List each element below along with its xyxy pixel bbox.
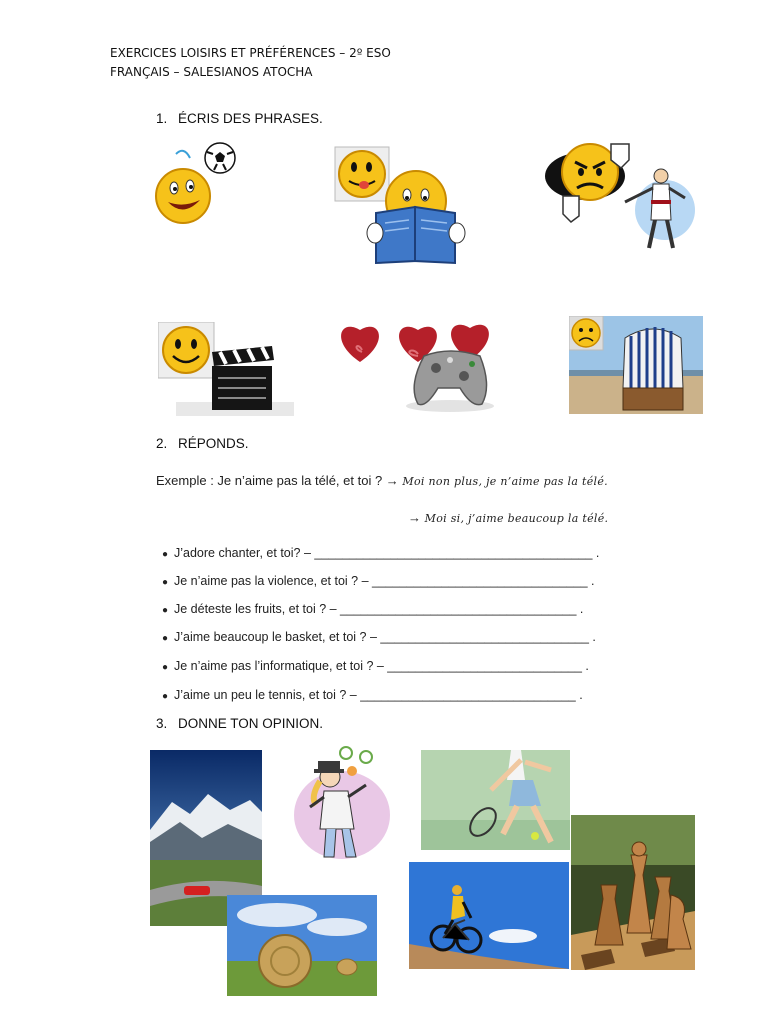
- section3-number: 3.: [156, 716, 168, 731]
- doc-header-line1: EXERCICES LOISIRS ET PRÉFÉRENCES – 2º ESO: [110, 46, 391, 60]
- bullet-icon: ●: [162, 691, 169, 702]
- question-item[interactable]: [162, 659, 589, 673]
- question-text: J’aime un peu le tennis, et toi ? – _______________________________ .: [174, 688, 583, 702]
- section2-title: RÉPONDS.: [178, 436, 249, 451]
- section3-title: DONNE TON OPINION.: [178, 716, 324, 731]
- question-text: J’adore chanter, et toi? – ________________________________________ .: [174, 546, 600, 560]
- hay-bale-field-photo: [227, 895, 377, 996]
- bullet-icon: ●: [162, 549, 169, 560]
- bullet-icon: ●: [162, 662, 169, 673]
- question-text: Je déteste les fruits, et toi ? – __________________________________ .: [174, 602, 584, 616]
- bullet-icon: ●: [162, 605, 169, 616]
- example-line-2: [408, 510, 608, 525]
- question-item[interactable]: [162, 630, 596, 644]
- bullet-icon: ●: [162, 577, 169, 588]
- question-text: Je n’aime pas la violence, et toi ? – _______________________________ .: [174, 574, 595, 588]
- section2-number: 2.: [156, 436, 168, 451]
- example-answer-2: Moi si, j’aime beaucoup la télé.: [424, 512, 609, 525]
- chess-pieces-photo: [571, 815, 695, 970]
- cyclist-photo: [409, 862, 569, 969]
- doc-header-line2: FRANÇAIS – SALESIANOS ATOCHA: [110, 65, 313, 79]
- example-prefix: Exemple : Je n’aime pas la télé, et toi ? →: [156, 473, 399, 488]
- clown-juggling-picture: [290, 745, 395, 865]
- tennis-player-photo: [421, 750, 570, 850]
- question-item[interactable]: [162, 688, 583, 702]
- question-item[interactable]: [162, 574, 594, 588]
- sad-smiley-beach-chair-picture: [569, 316, 703, 414]
- question-item[interactable]: [162, 546, 599, 560]
- smiley-football-picture: [150, 140, 240, 230]
- question-text: Je n’aime pas l’informatique, et toi ? – ____________________________ .: [174, 659, 589, 673]
- hearts-video-game-controller-picture: [332, 316, 500, 412]
- section1-title: ÉCRIS DES PHRASES.: [178, 111, 323, 126]
- smiley-reading-book-picture: [333, 145, 468, 265]
- example-arrow-2: →: [408, 510, 421, 525]
- question-text: J’aime beaucoup le basket, et toi ? – ______________________________ .: [174, 630, 596, 644]
- section2-heading: [156, 436, 249, 451]
- section1-heading: [156, 111, 323, 126]
- example-line: [156, 473, 608, 488]
- section1-number: 1.: [156, 111, 168, 126]
- smiley-thumbs-down-karate-picture: [545, 138, 695, 256]
- example-answer-1: Moi non plus, je n’aime pas la télé.: [402, 475, 608, 488]
- question-item[interactable]: [162, 602, 583, 616]
- bullet-icon: ●: [162, 633, 169, 644]
- smiley-cinema-clapperboard-picture: [158, 322, 294, 416]
- section3-heading: [156, 716, 323, 731]
